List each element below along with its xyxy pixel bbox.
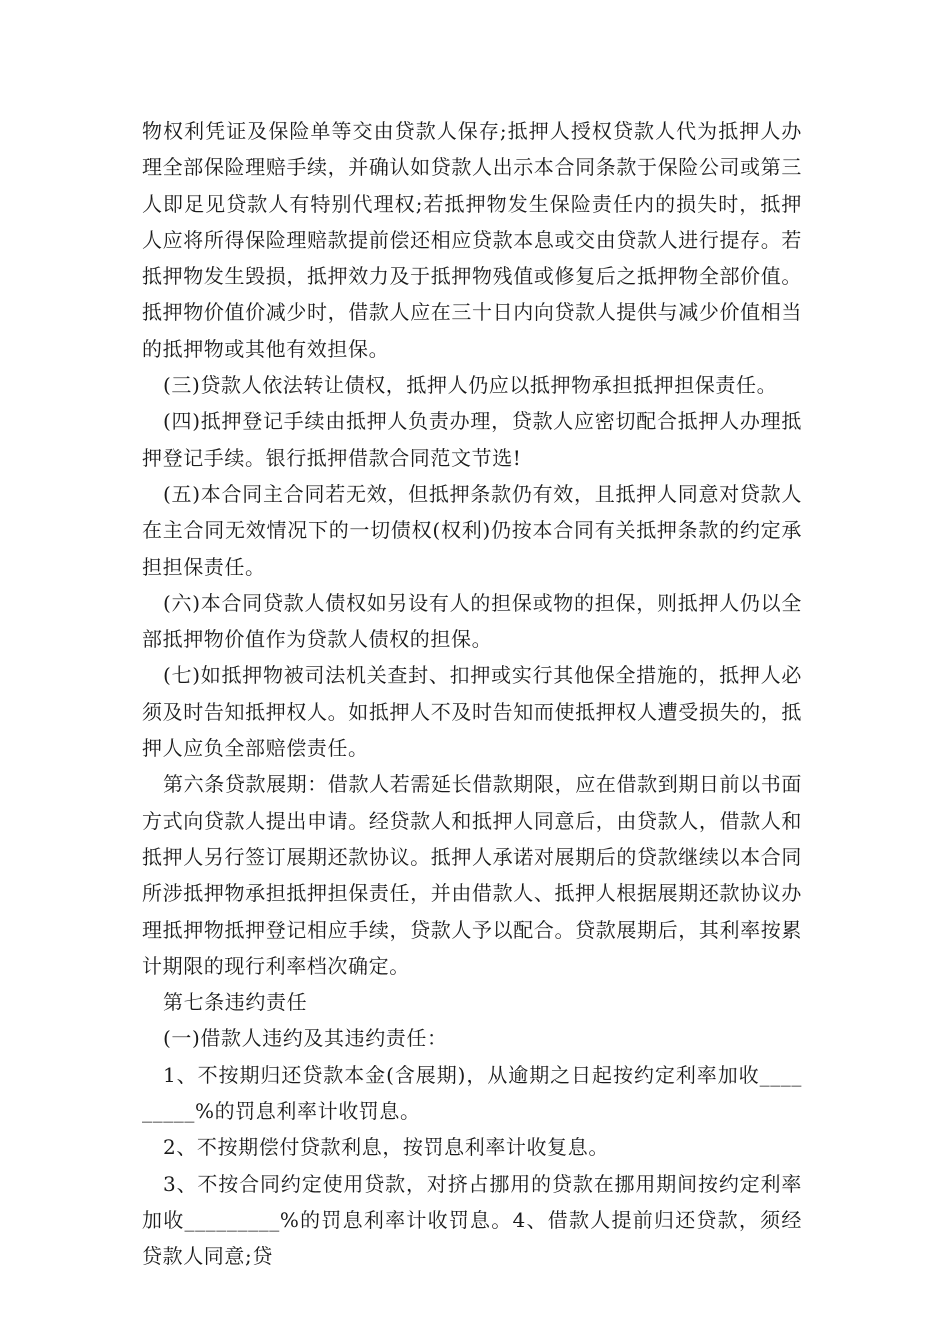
paragraph-clause-3: (三)贷款人依法转让债权，抵押人仍应以抵押物承担抵押担保责任。 bbox=[163, 373, 778, 398]
paragraph-borrower-default: (一)借款人违约及其违约责任： bbox=[163, 1026, 448, 1051]
paragraph-item-1: 1、不按期归还贷款本金(含展期)，从逾期之日起按约定利率加收_________%的罚息利率计收罚息。 bbox=[142, 1062, 802, 1124]
paragraph-mortgage-insurance: 物权利凭证及保险单等交由贷款人保存;抵押人授权贷款人代为抵押人办理全部保险理赔手续，并确认如贷款人出示本合同条款于保险公司或第三人即足见贷款人有特别代理权;若抵押物发生保险责任内的损失时，抵押人应将所得保险理赔款提前偿还相应贷款本息或交由贷款人进行提存。若抵押物发生毁损，抵押效力及于抵押物残值或修复后之抵押物全部价值。抵押物价值价减少时，借款人应在三十日内向贷款人提供与减少价值相当的抵押物或其他有效担保。 bbox=[142, 119, 802, 361]
heading-article-7-liability: 第七条违约责任 bbox=[163, 990, 308, 1015]
paragraph-clause-5: (五)本合同主合同若无效，但抵押条款仍有效，且抵押人同意对贷款人在主合同无效情况下的一切债权(权利)仍按本合同有关抵押条款的约定承担担保责任。 bbox=[142, 481, 802, 579]
paragraph-clause-6: (六)本合同贷款人债权如另设有人的担保或物的担保，则抵押人仍以全部抵押物价值作为贷款人债权的担保。 bbox=[142, 590, 802, 652]
paragraph-article-6-extension: 第六条贷款展期：借款人若需延长借款期限，应在借款到期日前以书面方式向贷款人提出申请。经贷款人和抵押人同意后，由贷款人，借款人和抵押人另行签订展期还款协议。抵押人承诺对展期后的贷款继续以本合同所涉抵押物承担抵押担保责任，并由借款人、抵押人根据展期还款协议办理抵押物抵押登记相应手续，贷款人予以配合。贷款展期后，其利率按累计期限的现行利率档次确定。 bbox=[142, 772, 802, 978]
document-body bbox=[142, 113, 802, 1275]
paragraph-item-3: 3、不按合同约定使用贷款，对挤占挪用的贷款在挪用期间按约定利率加收_________%的罚息利率计收罚息。4、借款人提前归还贷款，须经贷款人同意;贷 bbox=[142, 1171, 802, 1269]
paragraph-clause-4: (四)抵押登记手续由抵押人负责办理，贷款人应密切配合抵押人办理抵押登记手续。银行抵押借款合同范文节选! bbox=[142, 409, 802, 470]
paragraph-clause-7: (七)如抵押物被司法机关查封、扣押或实行其他保全措施的，抵押人必须及时告知抵押权人。如抵押人不及时告知而使抵押权人遭受损失的，抵押人应负全部赔偿责任。 bbox=[142, 663, 802, 761]
paragraph-item-2: 2、不按期偿付贷款利息，按罚息利率计收复息。 bbox=[163, 1135, 609, 1160]
